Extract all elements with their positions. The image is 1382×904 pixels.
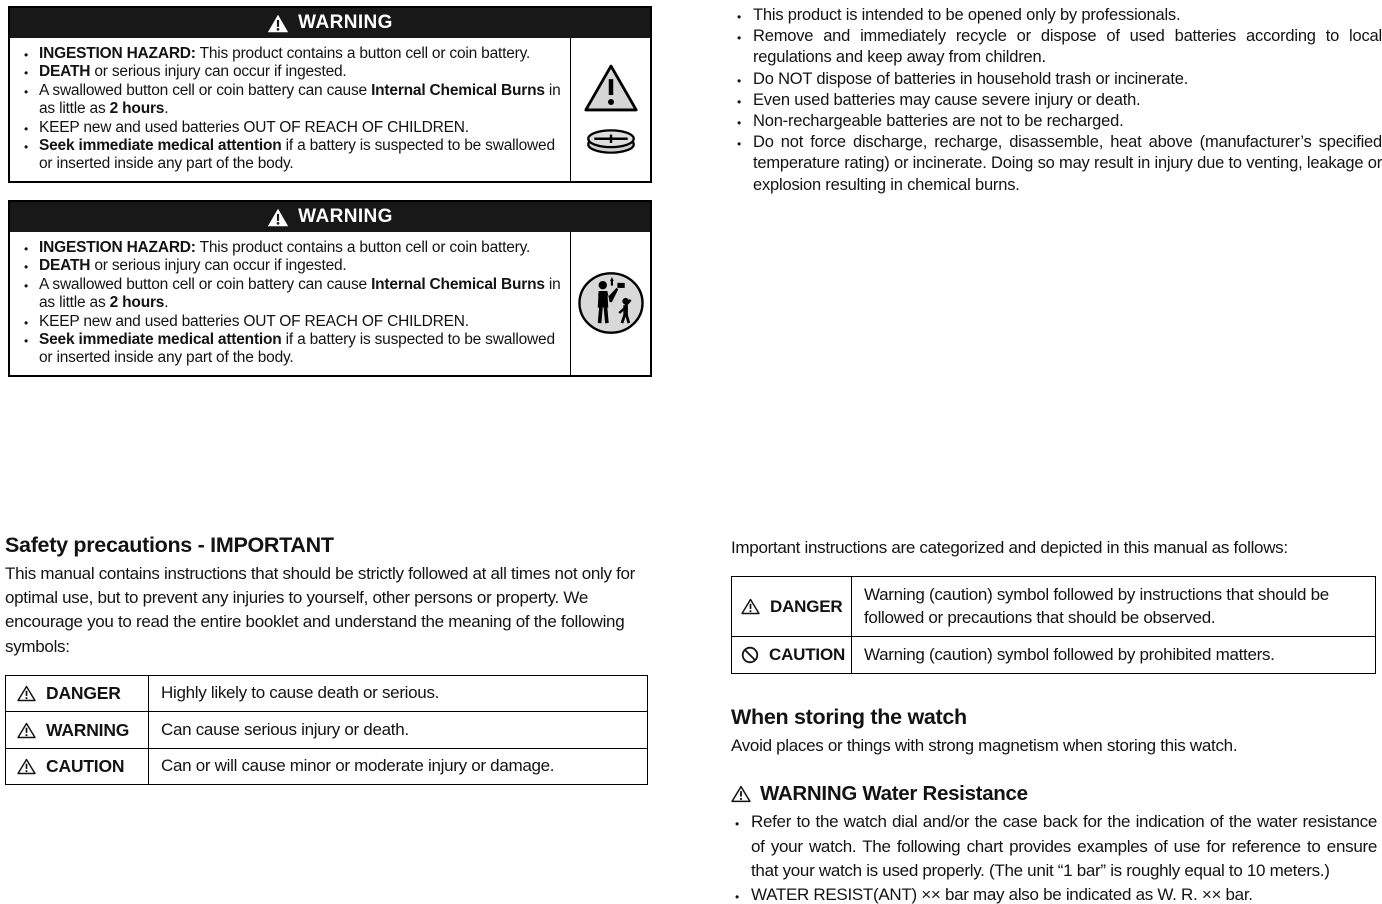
handling-bullet: • Do not force discharge, recharge, disassemble, heat above (manufacturer’s specified temperature rating) or incinerate. Doing so may result in injury due to venting, leakage or explosion resulting in chemical burns. (731, 132, 1382, 196)
signal-description: Can cause serious injury or death. (149, 712, 648, 749)
signal-description: Highly likely to cause death or serious. (149, 675, 648, 712)
warning-bullet-list (16, 239, 562, 368)
warning-bullet: • KEEP new and used batteries OUT OF REACH OF CHILDREN. (16, 119, 562, 137)
warning-box-text (10, 38, 570, 181)
warning-bullet: • DEATH or serious injury can occur if ingested. (16, 257, 562, 275)
table-row (6, 748, 648, 785)
warning-bullet: • INGESTION HAZARD: This product contains a button cell or coin battery. (16, 45, 562, 63)
instruction-categories-section (731, 538, 1377, 904)
warning-bullet: • Seek immediate medical attention if a battery is suspected to be swallowed or inserted inside any part of the body. (16, 331, 562, 368)
signal-word: WARNING (46, 719, 130, 740)
categories-table (731, 576, 1376, 674)
warning-bullet: • A swallowed button cell or coin battery can cause Internal Chemical Burns in as little as 2 hours. (16, 82, 562, 119)
signal-word: DANGER (46, 683, 121, 704)
warning-bullet: • Seek immediate medical attention if a battery is suspected to be swallowed or inserted inside any part of the body. (16, 137, 562, 174)
warning-triangle-icon (17, 685, 36, 702)
warning-triangle-icon (17, 758, 36, 775)
table-row (6, 675, 648, 712)
warning-bullet: • DEATH or serious injury can occur if ingested. (16, 63, 562, 81)
warning-box-header (10, 202, 650, 232)
warning-box-title: WARNING (298, 206, 393, 227)
coin-battery-icon (585, 128, 637, 156)
warning-bullet-list (16, 45, 562, 174)
warning-triangle-icon (731, 785, 751, 803)
storing-watch-body: Avoid places or things with strong magnetism when storing this watch. (731, 736, 1238, 755)
keep-away-from-children-icon (576, 271, 646, 335)
warning-bullet: • INGESTION HAZARD: This product contains a button cell or coin battery. (16, 239, 562, 257)
prohibition-icon (741, 646, 759, 664)
warning-box-text (10, 232, 570, 375)
warning-box-body (10, 38, 650, 181)
warning-box-title: WARNING (298, 12, 393, 33)
safety-precautions-section (5, 533, 649, 785)
battery-handling-section (731, 5, 1382, 196)
battery-handling-list (731, 5, 1382, 196)
warning-triangle-icon (267, 208, 289, 227)
water-resistance-list (731, 810, 1377, 904)
water-resistance-heading (731, 782, 1377, 806)
warning-box-children (8, 200, 652, 377)
warning-triangle-icon (17, 722, 36, 739)
handling-bullet: • This product is intended to be opened only by professionals. (731, 5, 1382, 26)
signal-words-table (5, 675, 648, 786)
safety-precautions-body: This manual contains instructions that should be strictly followed at all times not only for optimal use, but to prevent any injuries to yourself, other persons or property. We encourage you to read the entire booklet and understand the meaning of the following symbols: (5, 564, 636, 656)
signal-word: DANGER (770, 596, 843, 616)
warning-box-body (10, 232, 650, 375)
handling-bullet: • Even used batteries may cause severe injury or death. (731, 90, 1382, 111)
category-description: Warning (caution) symbol followed by instructions that should be followed or precautions that should be observed. (852, 577, 1376, 637)
warning-bullet: • KEEP new and used batteries OUT OF REACH OF CHILDREN. (16, 313, 562, 331)
warning-triangle-icon (741, 598, 760, 615)
water-bullet: • WATER RESIST(ANT) ×× bar may also be indicated as W. R. ×× bar. (731, 883, 1377, 904)
warning-bullet: • A swallowed button cell or coin battery can cause Internal Chemical Burns in as little as 2 hours. (16, 276, 562, 313)
warning-box-icon-column (570, 232, 650, 375)
signal-word: CAUTION (46, 756, 125, 777)
category-description: Warning (caution) symbol followed by prohibited matters. (852, 637, 1376, 674)
warning-triangle-icon (583, 63, 639, 113)
water-resistance-title: WARNING Water Resistance (760, 782, 1028, 806)
warning-box-header (10, 8, 650, 38)
table-row (6, 712, 648, 749)
warning-box-battery (8, 6, 652, 183)
handling-bullet: • Remove and immediately recycle or dispose of used batteries according to local regulations and keep away from children. (731, 26, 1382, 68)
signal-description: Can or will cause minor or moderate injury or damage. (149, 748, 648, 785)
warning-box-icon-column (570, 38, 650, 181)
storing-watch-title: When storing the watch (731, 705, 967, 729)
table-row (732, 577, 1376, 637)
categories-intro: Important instructions are categorized and depicted in this manual as follows: (731, 538, 1288, 557)
signal-word: CAUTION (769, 645, 846, 664)
safety-precautions-title: Safety precautions - IMPORTANT (5, 533, 334, 557)
handling-bullet: • Do NOT dispose of batteries in household trash or incinerate. (731, 69, 1382, 90)
warning-triangle-icon (267, 14, 289, 33)
water-bullet: • Refer to the watch dial and/or the case back for the indication of the water resistance of your watch. The following chart provides examples of use for reference to ensure that your watch is used properly. (The unit “1 bar” is roughly equal to 10 meters.) (731, 810, 1377, 883)
table-row (732, 637, 1376, 674)
handling-bullet: • Non-rechargeable batteries are not to be recharged. (731, 111, 1382, 132)
